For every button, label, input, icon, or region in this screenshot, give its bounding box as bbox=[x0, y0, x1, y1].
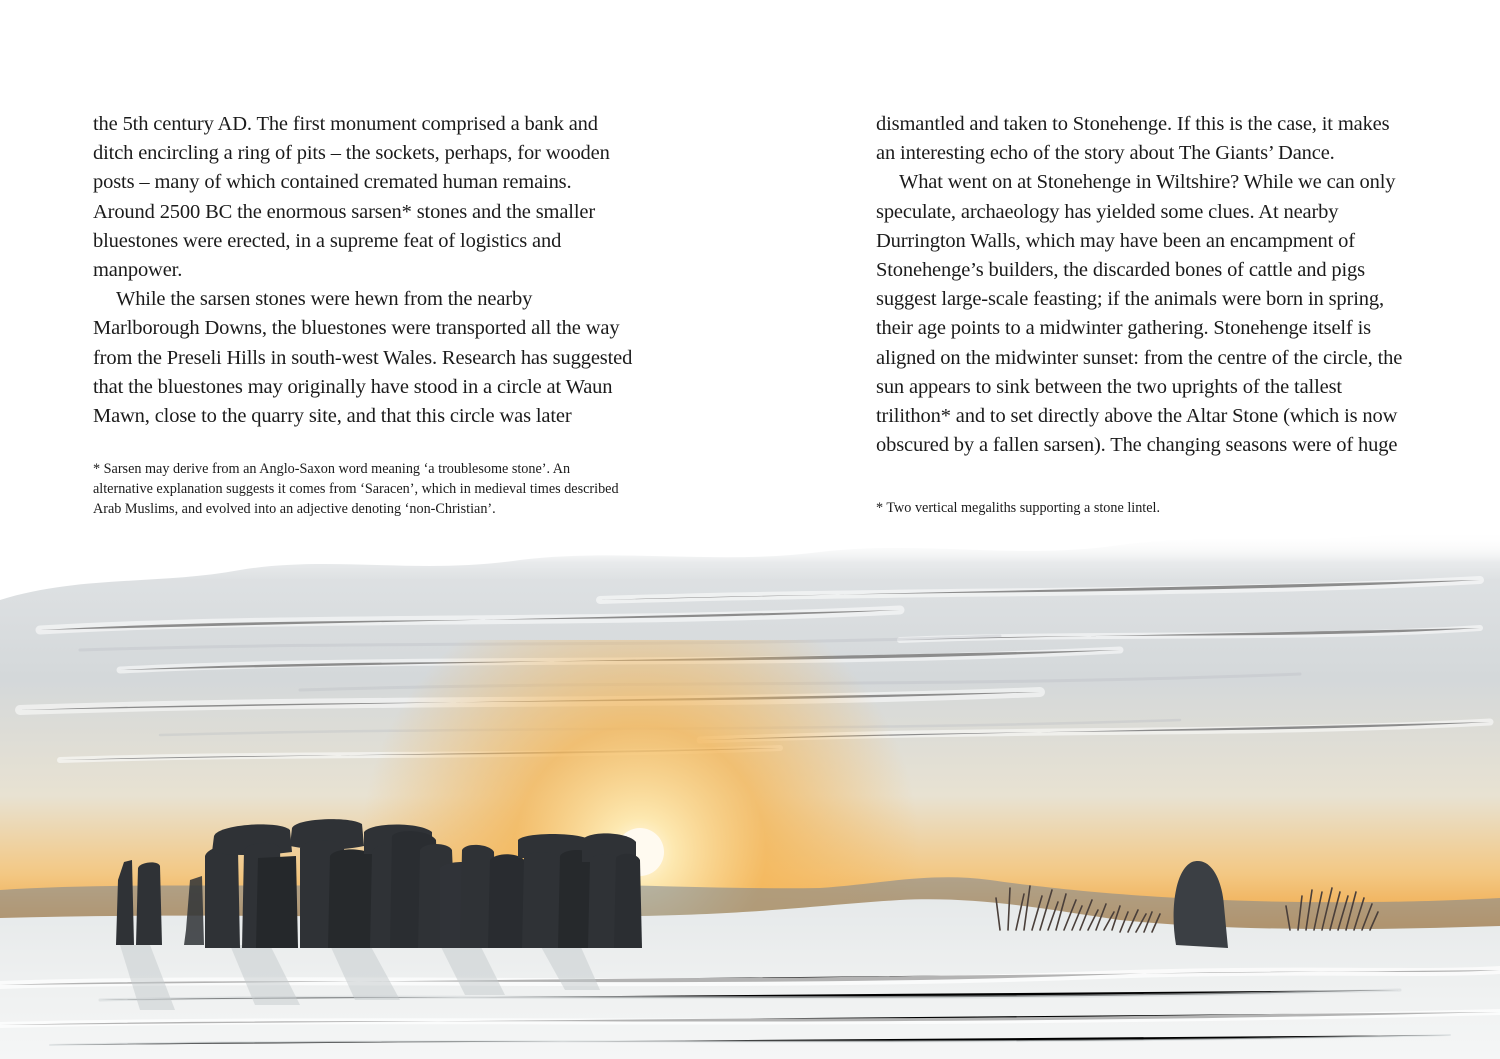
text-line: that the bluestones may originally have stood in a circle at Waun bbox=[93, 375, 613, 398]
left-page-body bbox=[93, 110, 633, 431]
text-line: the 5th century AD. The first monument comprised a bank and bbox=[93, 113, 598, 135]
text-line: dismantled and taken to Stonehenge. If this is the case, it makes bbox=[876, 113, 1390, 135]
text-line: Marlborough Downs, the bluestones were transported all the way bbox=[93, 317, 620, 340]
text-line: speculate, archaeology has yielded some clues. At nearby bbox=[876, 200, 1339, 223]
footnote-line: * Sarsen may derive from an Anglo-Saxon word meaning ‘a troublesome stone’. An bbox=[93, 461, 571, 477]
text-line: Stonehenge’s builders, the discarded bones of cattle and pigs bbox=[876, 259, 1365, 282]
text-line: aligned on the midwinter sunset: from the centre of the circle, the bbox=[876, 346, 1403, 369]
text-line: an interesting echo of the story about The Giants’ Dance. bbox=[876, 142, 1335, 165]
text-line: Mawn, close to the quarry site, and that this circle was later bbox=[93, 405, 572, 428]
right-page-body bbox=[876, 110, 1408, 460]
right-paragraph-1 bbox=[876, 110, 1408, 168]
footnote-line: alternative explanation suggests it comes from ‘Saracen’, which in medieval times described bbox=[93, 481, 619, 498]
left-paragraph-1 bbox=[93, 110, 633, 285]
left-paragraph-2 bbox=[93, 285, 633, 431]
text-line: their age points to a midwinter gathering. Stonehenge itself is bbox=[876, 317, 1371, 340]
text-line: obscured by a fallen sarsen). The changing seasons were of huge bbox=[876, 434, 1398, 457]
text-line: Durrington Walls, which may have been an encampment of bbox=[876, 229, 1355, 252]
text-line: Around 2500 BC the enormous sarsen* stones and the smaller bbox=[93, 200, 596, 223]
text-line: suggest large-scale feasting; if the animals were born in spring, bbox=[876, 288, 1384, 311]
right-footnote bbox=[876, 498, 1396, 518]
text-line: ditch encircling a ring of pits – the sockets, perhaps, for wooden bbox=[93, 142, 610, 165]
text-line: sun appears to sink between the two uprights of the tallest bbox=[876, 375, 1342, 398]
right-paragraph-2 bbox=[876, 168, 1408, 460]
text-line: manpower. bbox=[93, 259, 183, 282]
text-line: from the Preseli Hills in south-west Wales. Research has suggested bbox=[93, 346, 633, 369]
left-footnote bbox=[93, 459, 633, 520]
footnote-line: * Two vertical megaliths supporting a stone lintel. bbox=[876, 500, 1161, 516]
text-line: While the sarsen stones were hewn from the nearby bbox=[116, 288, 533, 311]
footnote-line: Arab Muslims, and evolved into an adjective denoting ‘non-Christian’. bbox=[93, 501, 496, 518]
text-line: posts – many of which contained cremated human remains. bbox=[93, 171, 572, 194]
text-line: trilithon* and to set directly above the Altar Stone (which is now bbox=[876, 405, 1398, 428]
text-line: bluestones were erected, in a supreme feat of logistics and bbox=[93, 229, 562, 252]
text-line: What went on at Stonehenge in Wiltshire? While we can only bbox=[899, 171, 1396, 194]
